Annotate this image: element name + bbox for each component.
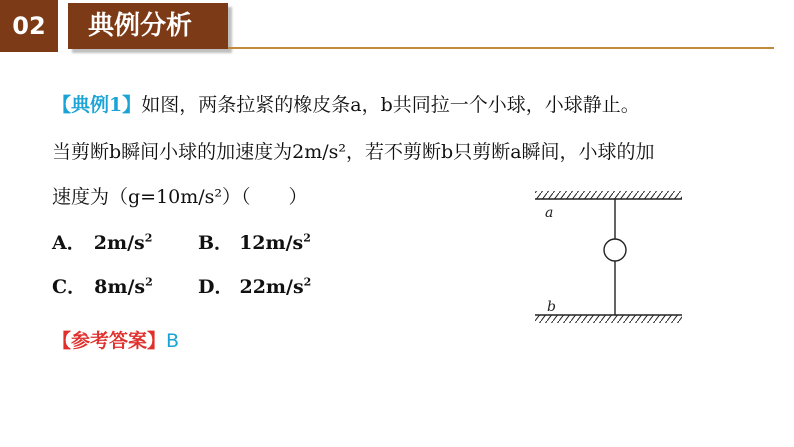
rubber-band-diagram [535,185,695,335]
answer-line [52,326,179,353]
section-number: 02 [0,0,58,52]
question-text-1: 如图，两条拉紧的橡皮条a，b共同拉一个小球，小球静止。 [141,94,640,116]
option-a[interactable]: A． $2m/s^2$ [52,231,153,254]
ball [604,239,626,261]
answer-label: 【参考答案】 [52,330,167,352]
label-b: b [547,299,556,315]
section-title: 典例分析 [68,3,228,49]
question-line-1 [52,90,640,117]
ceiling-hatch [535,191,682,199]
option-c[interactable]: C． $8m/s^2$ [52,275,153,298]
option-d[interactable]: D． $22m/s^2$ [198,275,312,298]
example-tag: 【典例1】 [52,94,142,116]
header-divider [228,47,774,49]
floor-hatch [535,315,682,323]
answer-value: B [166,330,180,352]
question-line-2: 当剪断b瞬间小球的加速度为2m/s²，若不剪断b只剪断a瞬间，小球的加 [52,141,655,163]
question-line-3: 速度为（g=10m/s²）（ ） [52,186,308,208]
option-b[interactable]: B． $12m/s^2$ [198,231,311,254]
label-a: a [545,205,554,221]
